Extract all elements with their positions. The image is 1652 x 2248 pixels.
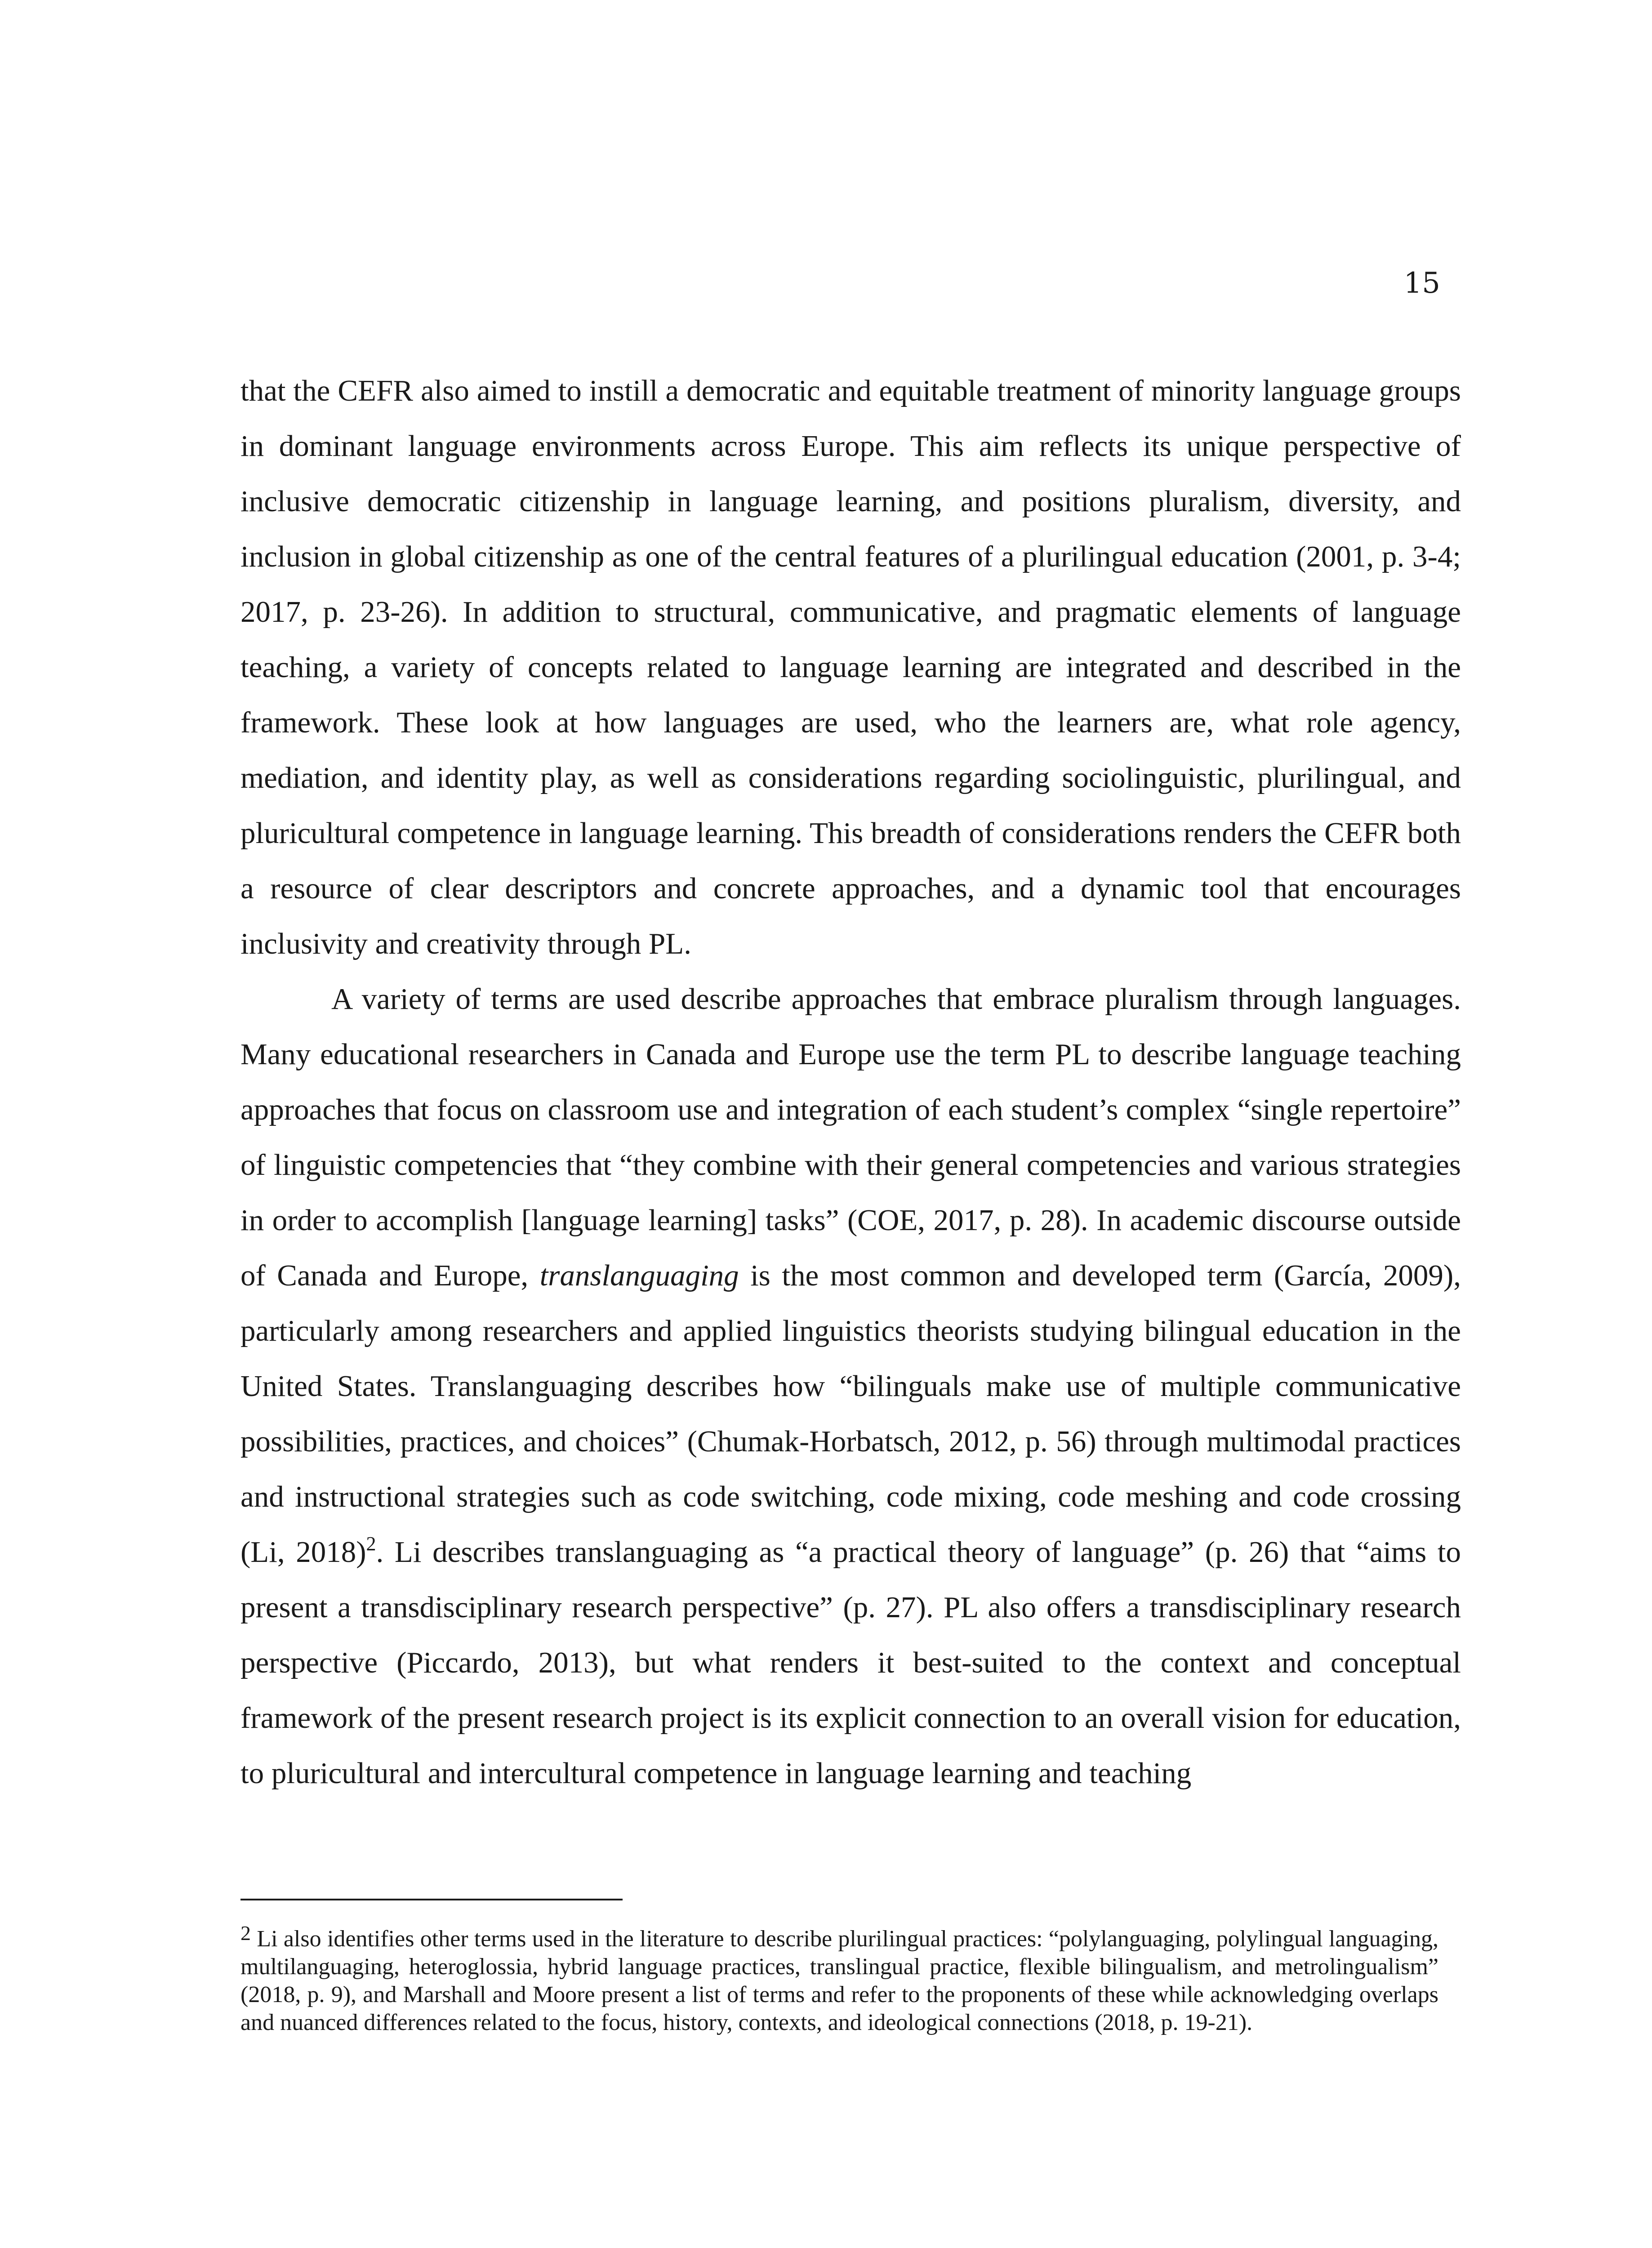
italic-term: translanguaging — [539, 1259, 739, 1292]
footnote-marker: 2 — [240, 1922, 251, 1945]
paragraph: that the CEFR also aimed to instill a democratic and equitable treatment of minority language groups in dominant language environments across Europe. This aim reflects its unique perspective of inclusive democratic citizenship in language learning, and positions pluralism, diversity, and inclusion in global citizenship as one of the central features of a plurilingual education (2001, p. 3-4; 2017, p. 23-26). In addition to structural, communicative, and pragmatic elements of language teaching, a variety of concepts related to language learning are integrated and described in the framework. These look at how languages are used, who the learners are, what role agency, mediation, and identity play, as well as considerations regarding sociolinguistic, plurilingual, and pluricultural competence in language learning. This breadth of considerations renders the CEFR both a resource of clear descriptors and concrete approaches, and a dynamic tool that encourages inclusivity and creativity through PL. — [240, 374, 1461, 960]
footnote-text: Li also identifies other terms used in the literature to describe plurilingual practices: “polylanguaging, polylingual languaging, multilanguaging, heteroglossia, hybrid language practices, translingual practice, flexible bilingualism, and metrolingualism” (2018, p. 9), and Marshall and Moore present a list of terms and refer to the proponents of these while acknowledging overlaps and nuanced differences related to the focus, history, contexts, and ideological connections (2018, p. 19-21). — [240, 1926, 1438, 2035]
page-number: 15 — [1403, 267, 1440, 300]
paragraph-text: is the most common and developed term (García, 2009), particularly among researchers and applied linguistics theorists studying bilingual education in the United States. Translanguaging describes how “bilinguals make use of multiple communicative possibilities, practices, and choices” (Chumak-Horbatsch, 2012, p. 56) through multimodal practices and instructional strategies such as code switching, code mixing, code meshing and code crossing (Li, 2018) — [240, 1259, 1461, 1569]
footnote — [240, 1922, 1438, 2037]
footnote-reference: 2 — [366, 1533, 376, 1555]
main-text — [240, 363, 1461, 1801]
paragraph-text: . Li describes translanguaging as “a practical theory of language” (p. 26) that “aims to present a transdisciplinary research perspective” (p. 27). PL also offers a transdisciplinary research perspective (Piccardo, 2013), but what renders it best-suited to the context and conceptual framework of the present research project is its explicit connection to an overall vision for education, to pluricultural and intercultural competence in language learning and teaching — [240, 1535, 1461, 1790]
paragraph — [240, 972, 1461, 1801]
paragraph-text: A variety of terms are used describe approaches that embrace pluralism through languages. Many educational researchers in Canada and Europe use the term PL to describe language teaching approaches that focus on classroom use and integration of each student’s complex “single repertoire” of linguistic competencies that “they combine with their general competencies and various strategies in order to accomplish [language learning] tasks” (COE, 2017, p. 28). In academic discourse outside of Canada and Europe, — [240, 982, 1461, 1292]
footnote-separator — [240, 1899, 623, 1900]
